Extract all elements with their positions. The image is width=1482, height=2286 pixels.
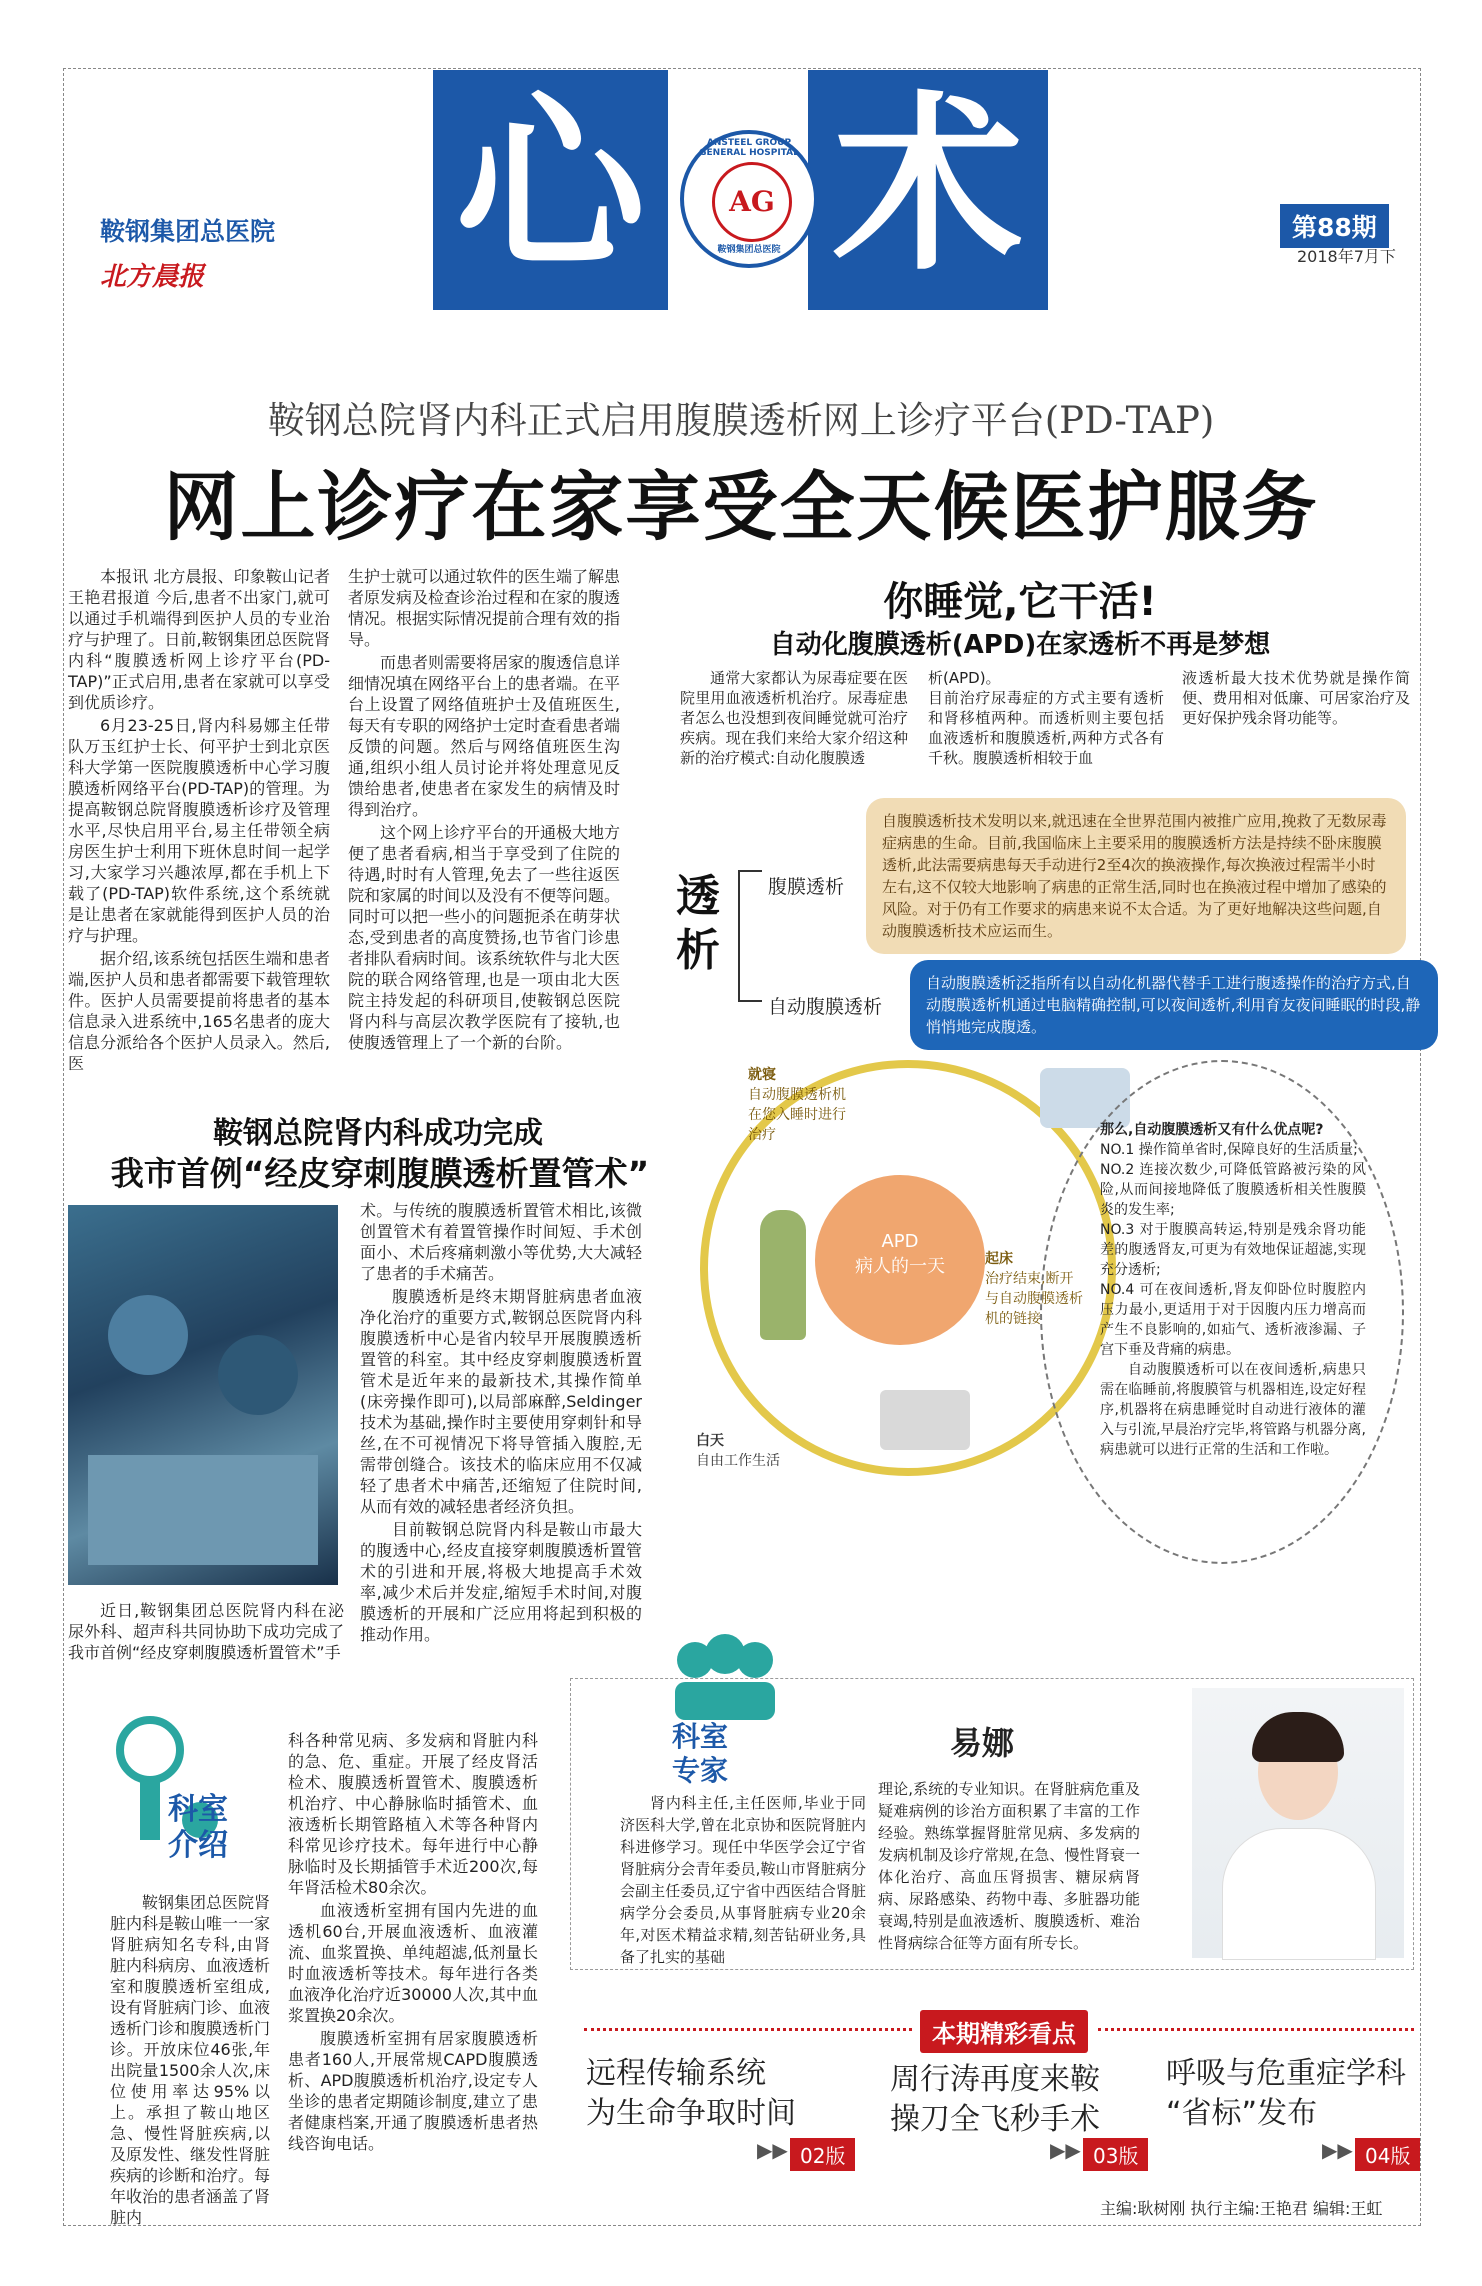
logo-caption-bottom: 鞍钢集团总医院 [717,245,781,255]
paragraph: 生护士就可以通过软件的医生端了解患者原发病及检查诊治过程和在家的腹透情况。根据实际情况提前合理有效的指导。 [348,567,621,649]
surgery-title-2: 我市首例“经皮穿刺腹膜透析置管术” [110,1154,650,1193]
stage-note: 治疗结束,断开与自动腹膜透析机的链接 [985,1271,1083,1327]
masthead-block-left [433,70,668,310]
surgeon-figure [218,1335,298,1415]
surgery-title-1: 鞍钢总院肾内科成功完成 [213,1116,543,1151]
paragraph: 而患者则需要将居家的腹透信息详细情况填在网络平台上的患者端。在平台上设置了网络值班护士及值班医生,每天有专职的网络护士定时查看患者端反馈的问题。然后与网络值班医生沟通,组织小组人员讨论并将处理意见反馈给患者,使患者在家发生的病情及时得到治疗。 [348,653,621,819]
highlight-item-1[interactable] [586,2054,846,2134]
stage-day [696,1430,796,1470]
doctors-icon [655,1630,795,1720]
advantage-item: NO.4 可在夜间透析,肾友仰卧位时腹腔内压力最小,更适用于对于因腹内压力增高而产生不良影响的,如疝气、透析液渗漏、子宫下垂及背痛的病患。 [1100,1282,1366,1358]
highlights-rule-left [584,2028,912,2031]
masthead-glyph-heart: 心 [455,73,646,296]
apd-day-center: APD 病人的一天 [815,1175,985,1345]
advantages-tail: 自动腹膜透析可以在夜间透析,病患只需在临睡前,将腹膜管与机器相连,设定好程序,机器将在病患睡觉时自动进行液体的灌入与引流,早晨治疗完毕,将管路与机器分离,病患就可以进行正常的生活和工作啦。 [1100,1362,1366,1458]
expert-column-2 [878,1778,1140,1956]
department-column-1 [110,1892,270,2230]
paragraph: 肾内科主任,主任医师,毕业于同济医科大学,曾在北京协和医院肾脏内科进修学习。现任中华医学会辽宁省肾脏病分会青年委员,鞍山市肾脏病分会副主任委员,辽宁省中西医结合肾脏病学分会委员,从事肾脏病专业20余年,对医术精益求精,刻苦钻研业务,具备了扎实的基础 [620,1794,866,1966]
page-link-02[interactable]: 02版 [790,2138,855,2171]
paragraph: 这个网上诊疗平台的开通极大地方便了患者看病,相当于享受到了住院的待遇,时时有人管理,免去了一些往返医院和家属的时间以及没有不便等问题。同时可以把一些小的问题扼杀在萌芽状态,受到患者的高度赞扬,也节省门诊患者排队看病时间。该系统软件与北大医院的联合网络管理,也是一项由北大医院主持发起的科研项目,使鞍钢总医院肾内科与高层次教学医院有了接轨,也使腹透管理上了一个新的台阶。 [348,823,621,1052]
paragraph: 腹膜透析室拥有居家腹膜透析患者160人,开展常规CAPD腹膜透析、APD腹膜透析机治疗,设定专人坐诊的患者定期随诊制度,建立了患者健康档案,开通了腹膜透析患者热线咨询电话。 [288,2029,538,2153]
highlight-line: 为生命争取时间 [586,2096,796,2131]
advantage-item: NO.3 对于腹膜高转运,特别是残余肾功能差的腹透肾友,可更为有效地保证超滤,实现充分透析; [1100,1222,1366,1278]
paragraph: 鞍钢集团总医院肾脏内科是鞍山唯一一家肾脏病知名专科,由肾脏内科病房、血液透析室和腹膜透析室组成,设有肾脏病门诊、血液透析门诊和腹膜透析门诊。开放床位46张,年出院量1500余人次,床位使用率达95%以上。承担了鞍山地区急、慢性肾脏疾病,以及原发性、继发性肾脏疾病的诊断和治疗。每年收治的患者涵盖了肾脏内 [110,1893,271,2227]
masthead-glyph-art: 术 [832,73,1023,296]
department-tag: 科室介绍 [168,1792,228,1863]
expert-name: 易娜 [950,1724,1015,1762]
surgeon-figure [108,1295,188,1375]
operating-table [88,1455,318,1565]
highlight-item-3[interactable] [1166,2054,1416,2134]
branch-pd: 腹膜透析 [768,876,845,898]
branch-apd: 自动腹膜透析 [768,996,883,1018]
logo-mark: AG [712,162,792,242]
surgery-column [360,1200,642,1647]
page-link-03[interactable]: 03版 [1083,2138,1148,2171]
apd-column-3 [1182,668,1410,730]
masthead-block-right [808,70,1048,310]
highlight-line: 操刀全飞秒手术 [890,2102,1100,2137]
apd-title: 你睡觉,它干活! [883,579,1157,625]
highlight-line: “省标”发布 [1166,2096,1318,2131]
surgery-photo [68,1205,338,1585]
stage-title: 白天 [696,1433,724,1449]
pd-bubble: 自腹膜透析技术发明以来,就迅速在全世界范围内被推广应用,挽救了无数尿毒症病患的生命。目前,我国临床上主要采用的腹膜透析方法是持续不卧床腹膜透析,此法需要病患每天手动进行2至4次的换液操作,每次换液过程需半小时左右,这不仅较大地影响了病患的正常生活,同时也在换液过程中增加了感染的风险。对于仍有工作要求的病患来说不太合适。为了更好地解决这些问题,自动腹膜透析技术应运而生。 [866,798,1406,954]
paragraph: 术。与传统的腹膜透析置管术相比,该微创置管术有着置管操作时间短、手术创面小、术后疼痛刺激小等优势,大大减轻了患者的手术痛苦。 [360,1201,642,1283]
issue-date: 2018年7月下 [1297,247,1396,266]
lead-subhead: 鞍钢总院肾内科正式启用腹膜透析网上诊疗平台(PD-TAP) [267,399,1215,442]
highlight-line: 周行涛再度来鞍 [890,2062,1100,2097]
paragraph: 近日,鞍钢集团总医院肾内科在泌尿外科、超声科共同协助下成功完成了我市首例“经皮穿刺腹膜透析置管术”手 [68,1601,344,1662]
advantage-item: NO.1 操作简单省时,保障良好的生活质量; [1100,1142,1358,1158]
expert-tag: 科室专家 [672,1720,729,1787]
highlight-line: 远程传输系统 [586,2056,766,2091]
paragraph: 6月23-25日,肾内科易娜主任带队万玉红护士长、何平护士到北京医科大学第一医院腹膜透析中心学习腹膜透析网络平台(PD-TAP)的管理。为提高鞍钢总院肾腹膜透析诊疗及管理水平,尽快启用平台,易主任带领全病房医生护士利用下班休息时间一起学习,大家学习兴趣浓厚,都在手机上下载了(PD-TAP)软件系统,这个系统就是让患者在家就能得到医护人员的治疗与护理。 [68,716,330,945]
paragraph: 科各种常见病、多发病和肾脏内科的急、危、重症。开展了经皮肾活检术、腹膜透析置管术、腹膜透析机治疗、中心静脉临时插管术、血液透析长期管路植入术等各种肾内科常见诊疗技术。每年进行中心静脉临时及长期插管手术近200次,每年肾活检术80余次。 [288,1731,538,1897]
department-column-2 [288,1730,538,2156]
person-illustration [760,1210,806,1340]
apd-bubble: 自动腹膜透析泛指所有以自动化机器代替手工进行腹透操作的治疗方式,自动腹膜透析机通过电脑精确控制,可以夜间透析,利用育友夜间睡眠的时段,静悄悄地完成腹透。 [910,960,1438,1050]
expert-portrait [1192,1688,1404,1958]
editor-credits: 主编:耿树刚 执行主编:王艳君 编辑:王虹 [1100,2199,1383,2218]
portrait-hair [1252,1712,1344,1762]
paragraph: 目前鞍钢总院肾内科是鞍山市最大的腹透中心,经皮直接穿刺腹膜透析置管术的引进和开展,将极大地提高手术效率,减少术后并发症,缩短手术时间,对腹膜透析的开展和广泛应用将起到积极的推动作用。 [360,1520,642,1644]
lead-column-2 [348,566,620,1055]
page-link-04[interactable]: 04版 [1355,2138,1420,2171]
arrow-icon: ▶▶ [1050,2138,1081,2162]
paragraph: 本报讯 北方晨报、印象鞍山记者王艳君报道 今后,患者不出家门,就可以通过手机端得到医护人员的专业治疗与护理了。日前,鞍钢集团总医院肾内科“腹膜透析网上诊疗平台(PD-TAP)”正式启用,患者在家就可以享受到优质诊疗。 [68,567,330,712]
tree-trunk [738,870,740,1000]
paragraph: 血液透析室拥有国内先进的血透机60台,开展血液透析、血液灌流、血浆置换、单纯超滤,低剂量长时血液透析等技术。每年进行各类血液净化治疗近30000人次,其中血浆置换20余次。 [288,1901,538,2025]
advantages-text [1100,1120,1366,1460]
advantage-item: NO.2 连接次数少,可降低管路被污染的风险,从而间接地降低了腹膜透析相关性腹膜炎的发生率; [1100,1162,1366,1218]
arrow-icon: ▶▶ [1322,2138,1353,2162]
dialysis-label: 透析 [676,871,720,976]
apd-column-1 [680,668,908,770]
paragraph: 腹膜透析是终末期肾脏病患者血液净化治疗的重要方式,鞍钢总医院肾内科腹膜透析中心是省内较早开展腹膜透析置管的科室。其中经皮穿刺腹膜透析置管术是近年来的最新技术,其操作简单(床旁操作即可),以局部麻醉,Seldinger技术为基础,操作时主要使用穿刺针和导丝,在不可视情况下将导管插入腹腔,无需带创缝合。该技术的临床应用不仅减轻了患者术中痛苦,还缩短了住院时间,从而有效的减轻患者经济负担。 [360,1287,642,1516]
apd-column-2: 析(APD)。 目前治疗尿毒症的方式主要有透析和肾移植两种。而透析则主要包括血液透析和腹膜透析,两种方式各有千秋。腹膜透析相较于血 [928,669,1164,767]
expert-column-1 [620,1792,866,1970]
highlight-item-2[interactable] [890,2060,1150,2140]
paragraph: 理论,系统的专业知识。在肾脏病危重及疑难病例的诊治方面积累了丰富的工作经验。熟练掌握肾脏常见病、多发病的发病机制及诊疗常规,在急、慢性肾衰一体化治疗、高血压肾损害、糖尿病肾病、尿路感染、药物中毒、多脏器功能衰竭,特别是血液透析、腹膜透析、难治性肾病综合征等方面有所专长。 [878,1780,1140,1952]
lead-headline: 网上诊疗在家享受全天候医护服务 [163,463,1319,551]
stage-note: 自动腹膜透析机在您入睡时进行治疗 [748,1087,846,1143]
issue-number: 第88期 [1280,204,1389,248]
desk-illustration [880,1390,970,1450]
stage-title: 起床 [985,1251,1013,1267]
logo-caption: ANSTEEL GROUP GENERAL HOSPITAL [699,138,799,158]
stage-note: 自由工作生活 [696,1453,780,1469]
advantages-title: 那么,自动腹膜透析又有什么优点呢? [1100,1122,1324,1138]
tree-branch-top [738,870,762,872]
stage-title: 就寝 [748,1067,776,1083]
partner-paper: 北方晨报 [100,262,205,292]
highlight-line: 呼吸与危重症学科 [1166,2056,1406,2091]
hospital-logo [680,130,818,268]
highlights-rule-right [1098,2028,1414,2031]
tree-branch-bottom [738,1000,762,1002]
highlights-label: 本期精彩看点 [920,2010,1088,2053]
paragraph: 液透析最大技术优势就是操作简便、费用相对低廉、可居家治疗及更好保护残余肾功能等。 [1182,669,1410,727]
hospital-name: 鞍钢集团总医院 [100,217,276,246]
apd-subtitle: 自动化腹膜透析(APD)在家透析不再是梦想 [769,630,1271,660]
paragraph: 通常大家都认为尿毒症要在医院里用血液透析机治疗。尿毒症患者怎么也没想到夜间睡觉就可治疗疾病。现在我们来给大家介绍这种新的治疗模式:自动化腹膜透 [680,669,908,767]
surgery-caption [68,1600,344,1665]
paragraph: 据介绍,该系统包括医生端和患者端,医护人员和患者都需要下载管理软件。医护人员需要提前将患者的基本信息录入进系统中,165名患者的庞大信息分派给各个医护人员录入。然后,医 [68,949,330,1073]
stage-night [748,1064,848,1144]
portrait-coat [1222,1828,1376,1960]
arrow-icon: ▶▶ [757,2138,788,2162]
lead-column-1 [68,566,330,1076]
